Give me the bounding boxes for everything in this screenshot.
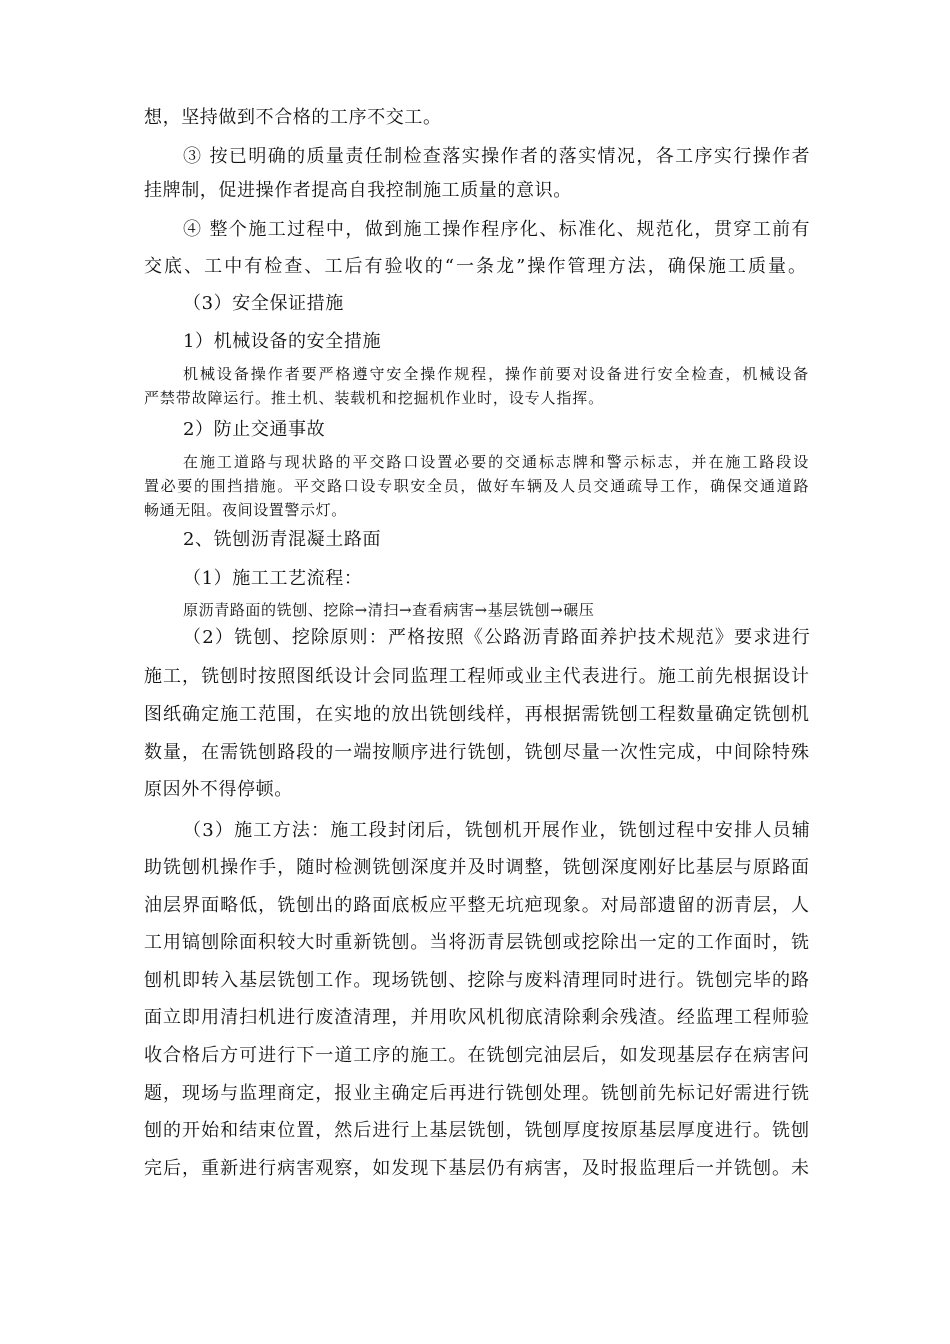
text-line: 在施工道路与现状路的平交路口设置必要的交通标志牌和警示标志，并在施工路段设 (183, 453, 811, 471)
text-line: 施工，铣刨时按照图纸设计会同监理工程师或业主代表进行。施工前先根据设计 (144, 666, 811, 687)
text-line: ④ 整个施工过程中，做到施工操作程序化、标准化、规范化，贯穿工前有 (183, 219, 811, 240)
text-line: 置必要的围挡措施。平交路口设专职安全员，做好车辆及人员交通疏导工作，确保交通道路 (144, 477, 811, 495)
text-line: 工用镐刨除面积较大时重新铣刨。当将沥青层铣刨或挖除出一定的工作面时，铣 (144, 932, 811, 953)
text-line: 助铣刨机操作手，随时检测铣刨深度并及时调整，铣刨深度刚好比基层与原路面 (144, 857, 811, 878)
text-line: 刨机即转入基层铣刨工作。现场铣刨、挖除与废料清理同时进行。铣刨完毕的路 (144, 970, 811, 991)
section-heading: 2、铣刨沥青混凝土路面 (183, 529, 382, 550)
text-line: ③ 按已明确的质量责任制检查落实操作者的落实情况，各工序实行操作者 (183, 146, 811, 167)
text-line: 想，坚持做到不合格的工序不交工。 (144, 107, 442, 128)
text-line: 严禁带故障运行。推土机、装载机和挖掘机作业时，设专人指挥。 (144, 389, 604, 407)
text-line: 挂牌制，促进操作者提高自我控制施工质量的意识。 (144, 180, 572, 201)
text-line: （2）铣刨、挖除原则：严格按照《公路沥青路面养护技术规范》要求进行 (183, 627, 812, 648)
text-line: 机械设备操作者要严格遵守安全操作规程，操作前要对设备进行安全检查，机械设备 (183, 365, 811, 383)
text-line: 刨的开始和结束位置，然后进行上基层铣刨，铣刨厚度按原基层厚度进行。铣刨 (144, 1120, 811, 1141)
process-flow: 原沥青路面的铣刨、挖除→清扫→查看病害→基层铣刨→碾压 (183, 601, 595, 619)
subsection-heading: 2）防止交通事故 (183, 419, 326, 440)
text-line: 畅通无阻。夜间设置警示灯。 (144, 501, 347, 519)
text-line: 原因外不得停顿。 (144, 779, 293, 800)
text-line: 数量，在需铣刨路段的一端按顺序进行铣刨，铣刨尽量一次性完成，中间除特殊 (144, 742, 811, 763)
text-line: 题，现场与监理商定，报业主确定后再进行铣刨处理。铣刨前先标记好需进行铣 (144, 1083, 811, 1104)
section-heading: （3）安全保证措施 (183, 293, 344, 314)
text-line: 油层界面略低，铣刨出的路面底板应平整无坑疤现象。对局部遗留的沥青层，人 (144, 895, 811, 916)
text-line: 交底、工中有检查、工后有验收的“一条龙”操作管理方法，确保施工质量。 (144, 256, 809, 277)
text-line: （3）施工方法：施工段封闭后，铣刨机开展作业，铣刨过程中安排人员辅 (183, 820, 812, 841)
subsection-heading: （1）施工工艺流程： (183, 568, 363, 589)
text-line: 图纸确定施工范围，在实地的放出铣刨线样，再根据需铣刨工程数量确定铣刨机 (144, 704, 811, 725)
text-line: 收合格后方可进行下一道工序的施工。在铣刨完油层后，如发现基层存在病害问 (144, 1045, 811, 1066)
text-line: 完后，重新进行病害观察，如发现下基层仍有病害，及时报监理后一并铣刨。未 (144, 1158, 811, 1179)
text-line: 面立即用清扫机进行废渣清理，并用吹风机彻底清除剩余残渣。经监理工程师验 (144, 1007, 811, 1028)
subsection-heading: 1）机械设备的安全措施 (183, 331, 382, 352)
